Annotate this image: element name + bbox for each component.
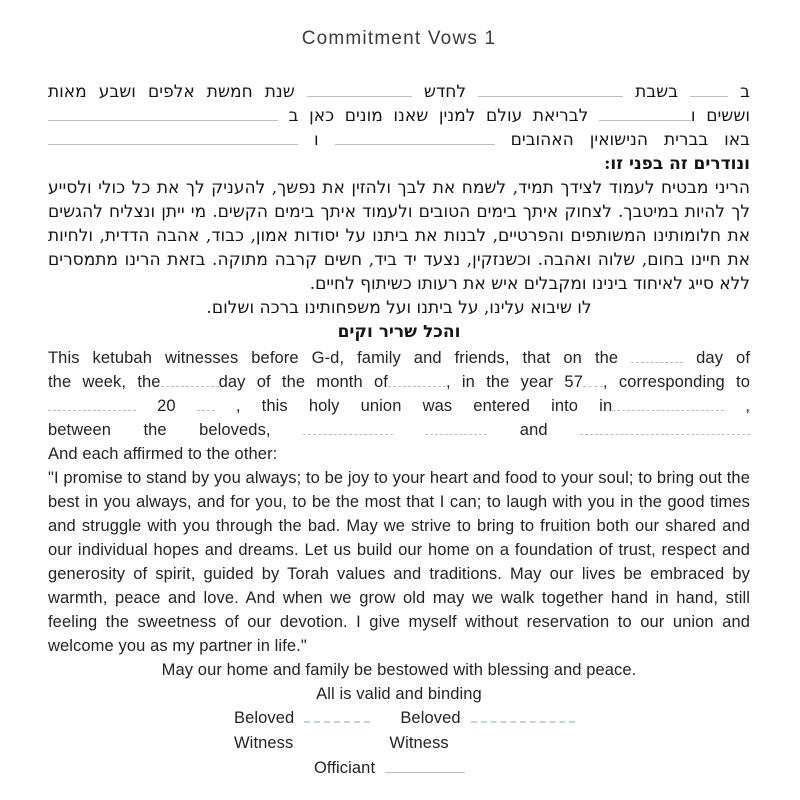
hebrew-date-line	[48, 80, 750, 104]
text-segment: בשבת	[623, 82, 691, 102]
en-beloved-2-name-blank	[580, 420, 750, 435]
text-segment: שנת חמשת אלפים ושבע מאות	[48, 82, 307, 102]
english-intro-line-2	[48, 370, 750, 394]
text-segment: Witness	[389, 734, 449, 752]
beloved-2-signature-line	[471, 707, 575, 723]
text-segment: This ketubah witnesses before G-d, family and friends, that on the	[48, 349, 632, 367]
text-segment: ב	[728, 82, 751, 102]
text-segment: day of the month of	[218, 373, 388, 391]
en-beloved-1-name-blank-2	[425, 420, 487, 435]
text-segment: ו	[298, 130, 335, 150]
text-segment: Beloved	[400, 709, 461, 727]
text-segment: וששים ו	[690, 106, 750, 126]
he-beloved-2-name-blank	[48, 130, 298, 145]
page-title: Commitment Vows 1	[301, 28, 497, 49]
spacer	[375, 759, 385, 773]
english-intro-line-1	[48, 346, 750, 370]
en-gregorian-date-blank	[48, 396, 136, 411]
english-intro-line-4	[48, 418, 750, 442]
he-month-blank	[307, 82, 412, 97]
officiant-signature-line	[385, 758, 465, 773]
he-year-units-blank	[599, 106, 691, 121]
hebrew-year-place-line	[48, 104, 750, 128]
spacer	[370, 709, 400, 723]
text-segment: לחדש	[411, 82, 479, 102]
text-segment: Beloved	[234, 709, 295, 727]
english-vow-paragraph: "I promise to stand by you always; to be joy to your heart and food to your soul; to bring out the best in you always, and for you, to be the most that I can; to laugh with you in the good times and struggle with you through the bad. May we strive to bring to fruition both our shared and our individual hopes and dreams. Let us build our home on a foundation of trust, respect and generosity of spirit, guided by Torah values and traditions. May our lives be embraced by warmth, peace and love. And when we grow old may we walk together hand in hand, still feeling the sweetness of our devotion. I give myself without reservation to our union and welcome you as my partner in life."	[48, 469, 750, 655]
en-place-blank	[612, 396, 724, 411]
text-segment: 20	[136, 397, 197, 415]
english-affirmation-label: And each affirmed to the other:	[48, 445, 278, 463]
english-blessing-line: May our home and family be bestowed with blessing and peace.	[161, 661, 637, 679]
signature-block	[48, 706, 750, 781]
signature-row-officiant	[314, 756, 750, 781]
hebrew-vow-paragraph: הריני מבטיח לעמוד לצידך תמיד, לשמח את לבך ולהזין את נפשך, להעניק לך את כל כולי ולסייע לך להיות במיטבך. לצחוק איתך בימים הטובים ולעמוד איתך בימים הקשים. מי ייתן ונצליח להגשים את חלומותינו המשותפים והפרטיים, לבנות את ביתנו על יסודות אמון, כבוד, אהבה הדדית, ולחיות את חיינו בחום, שלוה ואהבה. וכשנזקין, נצעד יד ביד, חשים קרבה מתוקה. בזאת הרינו מתמסרים ללא סייג לאיחוד בינינו ומקבלים איש את רעותו כשיתוף לחיים.	[48, 178, 750, 294]
text-segment: between the beloveds,	[48, 421, 304, 439]
text-segment	[393, 421, 425, 439]
english-valid-line: All is valid and binding	[316, 685, 482, 703]
text-segment: and	[487, 421, 581, 439]
text-segment: ,	[724, 397, 751, 415]
he-beloved-1-name-blank	[335, 130, 495, 145]
en-gregorian-year-suffix-blank	[197, 396, 215, 411]
spacer	[294, 709, 304, 723]
spacer	[461, 709, 471, 723]
hebrew-section	[48, 80, 750, 344]
text-segment: the week, the	[48, 373, 161, 391]
text-segment: באו בברית הנישואין האהובים	[494, 130, 750, 150]
he-place-blank	[48, 106, 278, 121]
text-segment: Witness	[234, 734, 294, 752]
en-month-blank	[388, 372, 446, 387]
beloved-1-signature-line	[304, 707, 370, 723]
en-day-of-week-blank	[631, 348, 683, 363]
text-segment: , in the year 57	[445, 373, 583, 391]
signature-row-witnesses	[234, 731, 750, 756]
hebrew-vow-heading: ונודרים זה בפני זו:	[604, 154, 750, 174]
en-hebrew-year-suffix-blank	[583, 372, 603, 387]
en-day-of-month-blank	[161, 372, 219, 387]
english-intro-line-3	[48, 394, 750, 418]
text-segment: , corresponding to	[602, 373, 750, 391]
signature-row-beloveds	[234, 706, 750, 731]
text-segment: , this holy union was entered into in	[214, 397, 613, 415]
text-segment: לבריאת עולם למנין שאנו מונים כאן ב	[278, 106, 599, 126]
hebrew-closing-line: והכל שריר וקים	[337, 322, 461, 342]
he-day-of-week-blank	[690, 82, 728, 97]
hebrew-blessing-line: לו שיבוא עלינו, על ביתנו ועל משפחותינו ברכה ושלום.	[206, 298, 592, 318]
en-beloved-1-name-blank	[303, 420, 393, 435]
he-day-of-month-blank	[478, 82, 623, 97]
spacer	[293, 734, 389, 748]
text-segment: Officiant	[314, 759, 376, 777]
text-segment: day of	[683, 349, 751, 367]
english-section	[48, 346, 750, 781]
hebrew-beloveds-line	[48, 128, 750, 152]
